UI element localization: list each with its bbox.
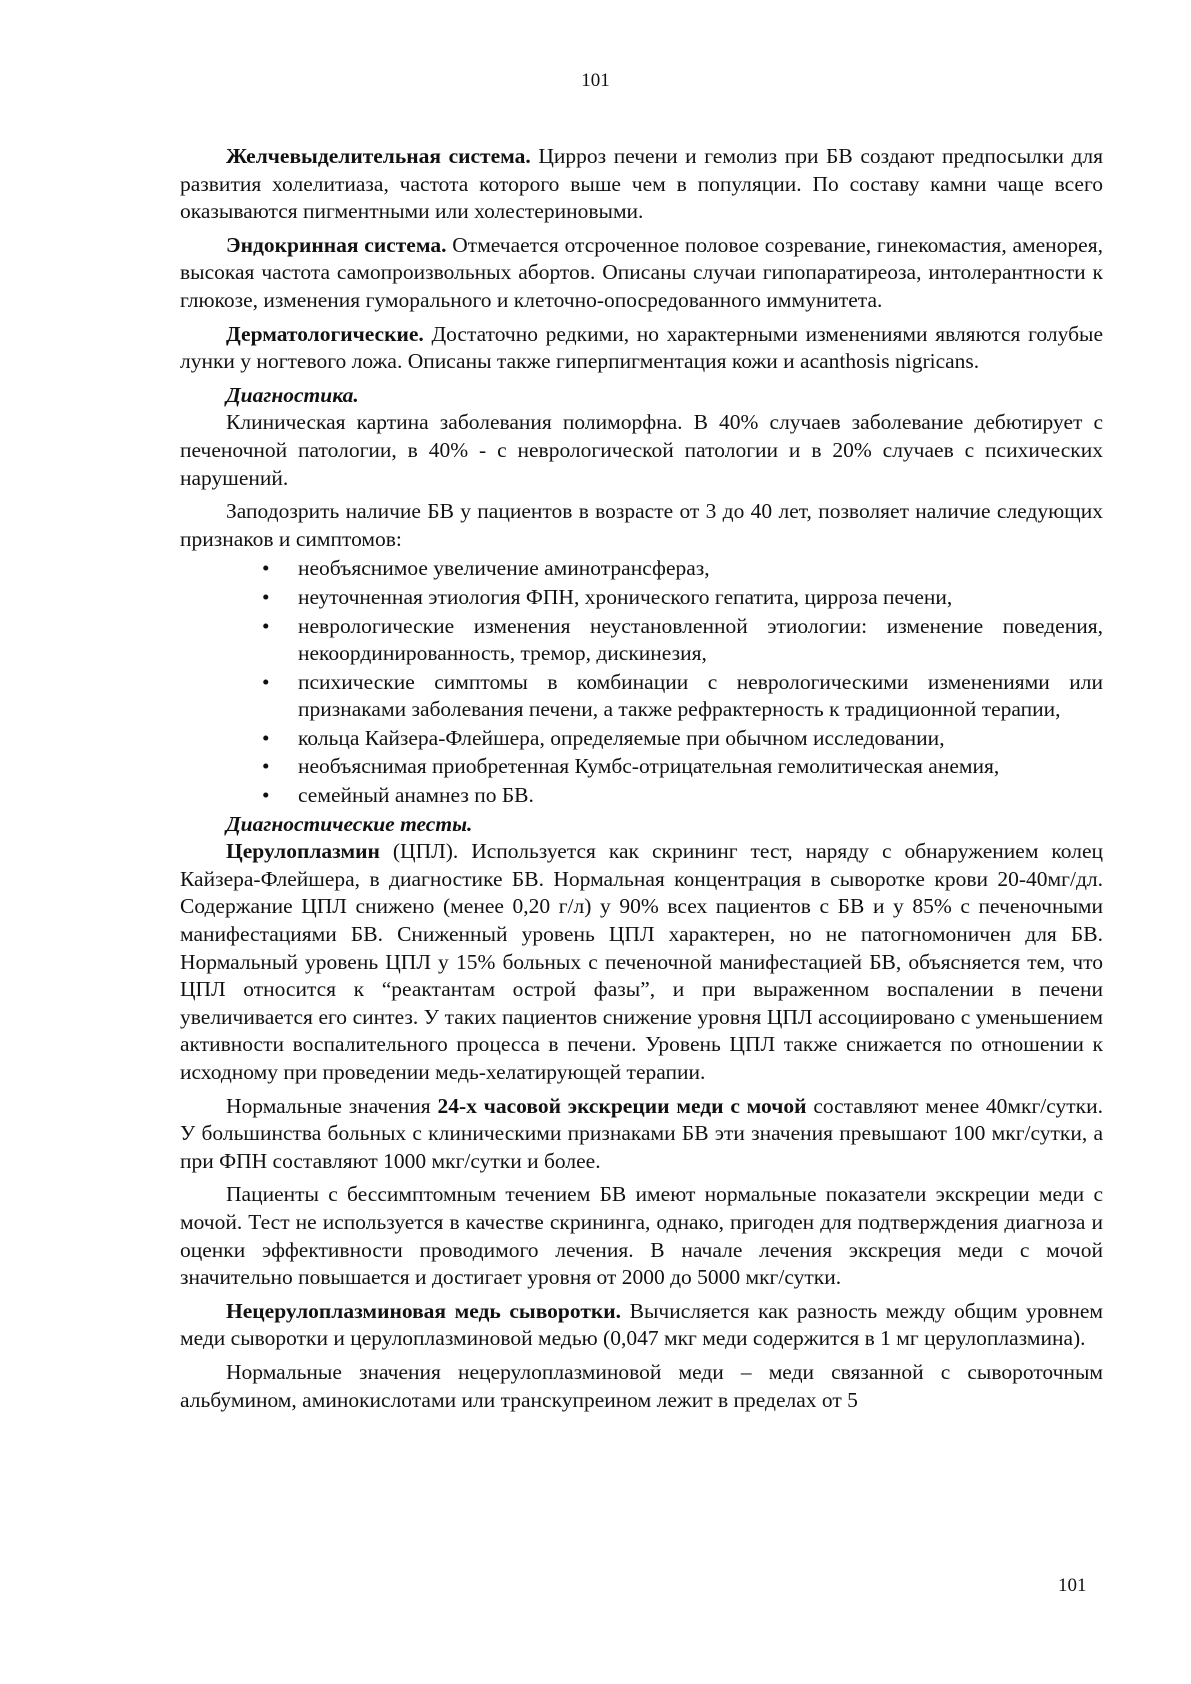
paragraph-non-ceruloplasmin-copper (180, 1298, 1103, 1353)
page-number-bottom: 101 (1058, 1575, 1087, 1596)
page-number-top: 101 (581, 70, 610, 91)
list-item: • кольца Кайзера-Флейшера, определяемые при обычном исследовании, (298, 725, 1103, 753)
paragraph-suspicion: Заподозрить наличие БВ у пациентов в возрасте от 3 до 40 лет, позволяет наличие следующих признаков и симптомов: (180, 499, 1103, 551)
paragraph-text: Достаточно редкими, но характерными изменениями являются голубые лунки у ногтевого ложа. Описаны также гиперпигментация кожи и acanthosis nigricans. (180, 321, 1103, 374)
symptom-list (180, 555, 1103, 809)
paragraph-endocrine-system (180, 232, 1103, 315)
heading-dermatological: Дерматологические. (226, 321, 424, 346)
paragraph-text: Отмечается отсроченное половое созревание, гинекомастия, аменорея, высокая частота самопроизвольных абортов. Описаны случаи гипопаратиреоза, интолерантности к глюкозе, изменения гуморального и клеточно-опосредованного иммунитета. (180, 232, 1103, 312)
bullet-icon: • (262, 783, 270, 808)
paragraph-biliary-system (180, 143, 1103, 226)
paragraph-text: Вычисляется как разность между общим уровнем меди сыворотки и церулоплазминовой медью (0,047 мкг меди содержится в 1 мг церулоплазмина). (180, 1298, 1103, 1351)
bullet-icon: • (262, 556, 270, 581)
paragraph-clinical-picture: Клиническая картина заболевания полиморфна. В 40% случаев заболевание дебютирует с печеночной патологии, в 40% - с неврологической патологии и в 20% случаев с психических нарушений. (180, 410, 1103, 490)
term-ceruloplasmin: Церулоплазмин (226, 839, 380, 864)
bullet-icon: • (262, 613, 270, 638)
list-item: • необъяснимое увеличение аминотрансфераз, (298, 555, 1103, 583)
paragraph-text: (ЦПЛ). Используется как скрининг тест, наряду с обнаружением колец Кайзера-Флейшера, в диагностике БВ. Нормальная концентрация в сыворотке крови 20-40мг/дл. Содержание ЦПЛ снижено (менее 0,20 г/л) у 90% всех пациентов с БВ и у 85% с печеночными манифестациями БВ. Сниженный уровень ЦПЛ характерен, но не патогномоничен для БВ. Нормальный уровень ЦПЛ у 15% больных с печеночной манифестацией БВ, объясняется тем, что ЦПЛ относится к “реактантам острой фазы”, и при выраженном воспалении в печени увеличивается его синтез. У таких пациентов снижение уровня ЦПЛ ассоциировано с уменьшением активности воспалительного процесса в печени. Уровень ЦПЛ также снижается по отношении к исходному при проведении медь-хелатирующей терапии. (180, 839, 1103, 1084)
list-item: • неврологические изменения неустановленной этиологии: изменение поведения, некоординированность, тремор, дискинезия, (262, 613, 1103, 666)
paragraph-ceruloplasmin (180, 838, 1103, 1086)
bullet-icon: • (262, 725, 270, 750)
paragraph-text: Цирроз печени и гемолиз при БВ создают предпосылки для развития холелитиаза, частота которого выше чем в популяции. По составу камни чаще всего оказываются пигментными или холестериновыми. (180, 144, 1103, 224)
paragraph-urinary-copper: Нормальные значения 24-х часовой экскреции меди с мочой составляют менее 40мкг/сутки. У большинства больных с клиническими признаками БВ эти значения превышают 100 мкг/сутки, а при ФПН составляют 1000 мкг/сутки и более. (180, 1093, 1103, 1173)
paragraph-asymptomatic: Пациенты с бессимптомным течением БВ имеют нормальные показатели экскреции меди с мочой. Тест не используется в качестве скрининга, однако, пригоден для подтверждения диагноза и оценки эффективности проводимого лечения. В начале лечения экскреция меди с мочой значительно повышается и достигает уровня от 2000 до 5000 мкг/сутки. (180, 1182, 1103, 1290)
list-item: • семейный анамнез по БВ. (298, 782, 1103, 810)
term-non-ceruloplasmin-copper: Нецерулоплазминовая медь сыворотки. (226, 1298, 622, 1323)
heading-endocrine-system: Эндокринная система. (226, 232, 447, 257)
bullet-icon: • (262, 754, 270, 779)
document-body (180, 143, 1103, 1420)
heading-biliary-system: Желчевыделительная система. (226, 144, 531, 168)
paragraph-dermatological (180, 321, 1103, 376)
section-heading-diagnostics: Диагностика. (226, 382, 359, 407)
bullet-icon: • (262, 584, 270, 609)
list-item: • неуточненная этиология ФПН, хронического гепатита, цирроза печени, (298, 584, 1103, 612)
section-heading-diagnostic-tests: Диагностические тесты. (226, 811, 473, 836)
list-item: • необъяснимая приобретенная Кумбс-отрицательная гемолитическая анемия, (298, 753, 1103, 781)
term-urinary-copper-excretion: 24-х часовой экскреции меди с мочой (437, 1093, 807, 1118)
paragraph-normal-values: Нормальные значения нецерулоплазминовой меди – меди связанной с сывороточным альбумином, аминокислотами или транскупреином лежит в пределах от 5 (180, 1359, 1103, 1412)
list-item: • психические симптомы в комбинации с неврологическими изменениями или признаками заболевания печени, а также рефрактерность к традиционной терапии, (262, 669, 1103, 722)
bullet-icon: • (262, 669, 270, 694)
